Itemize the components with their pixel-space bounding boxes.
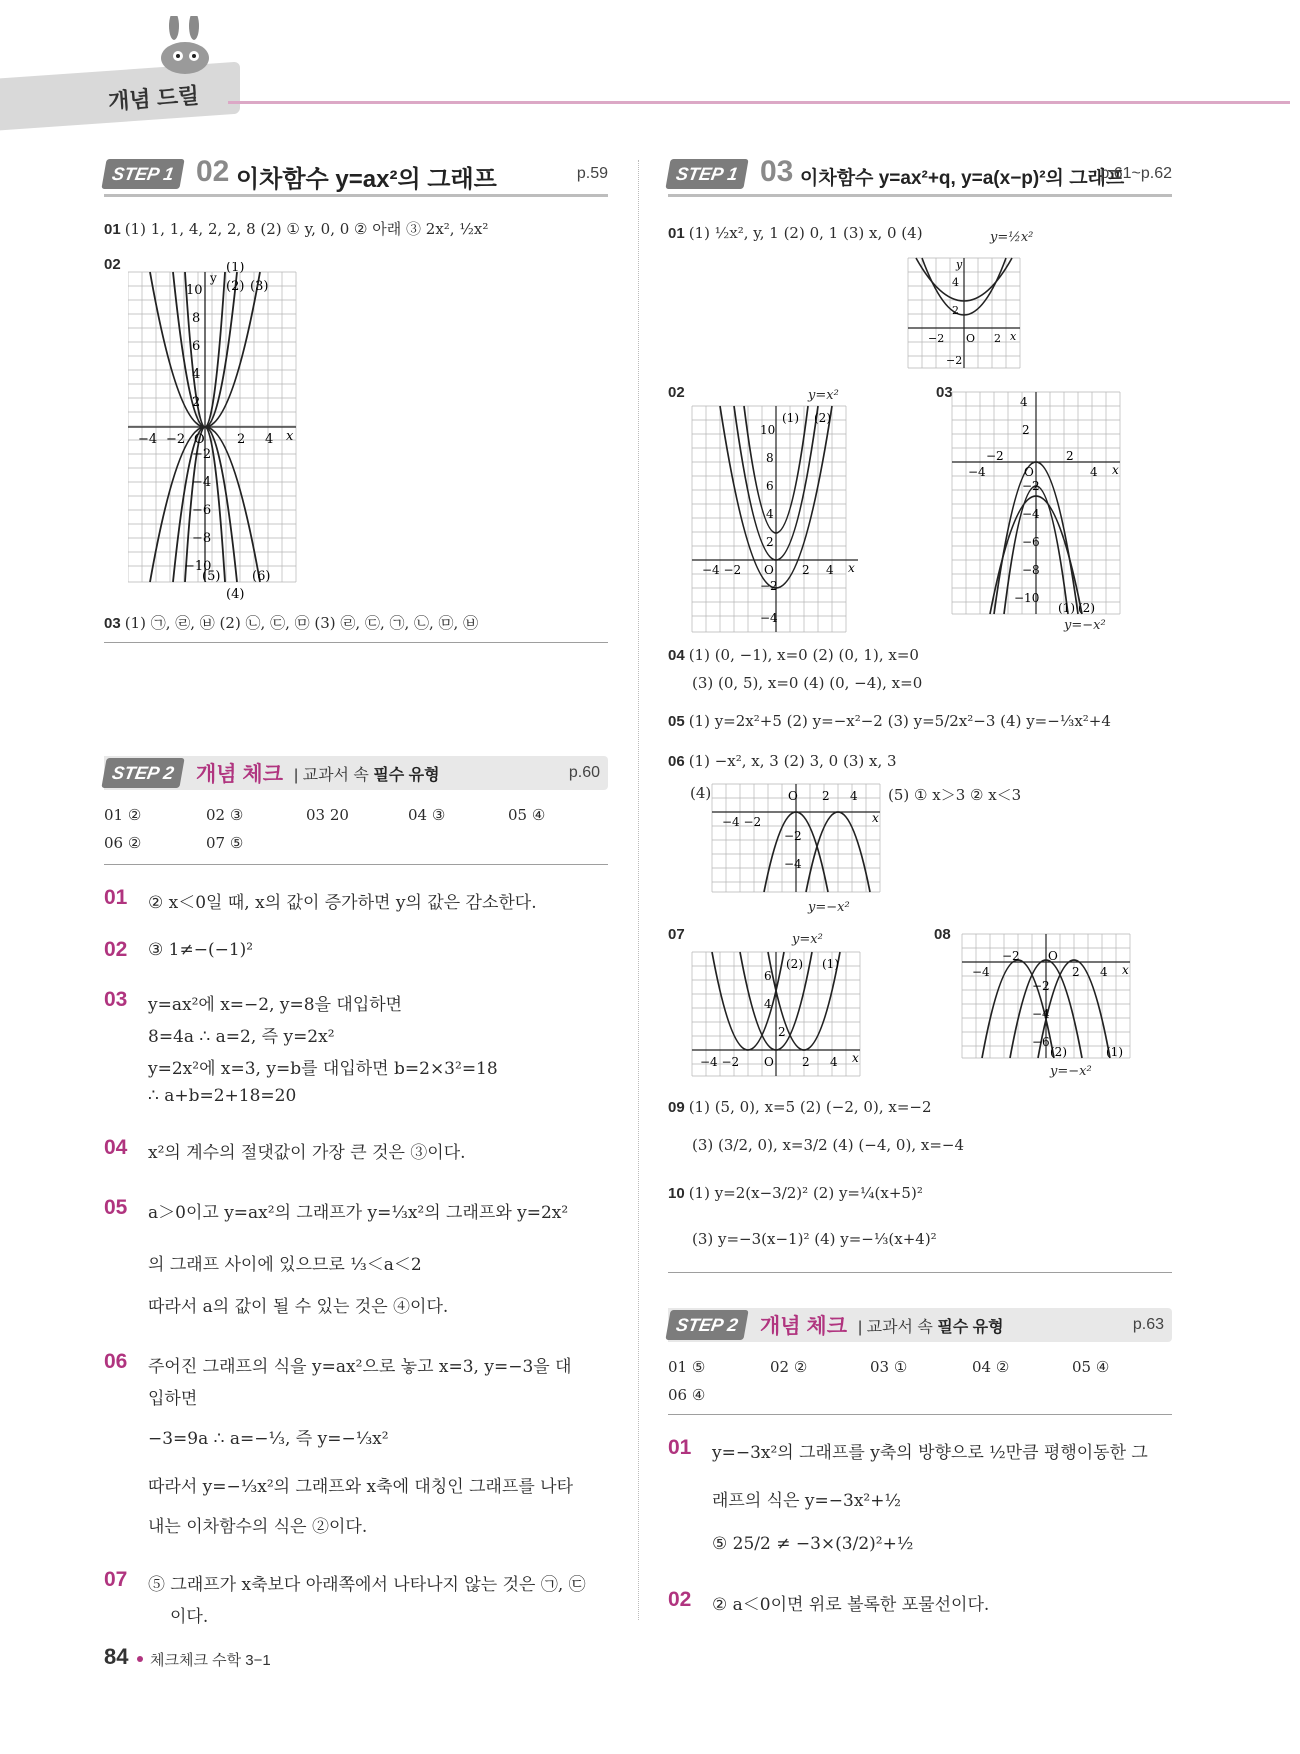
answer-09: 09 (1) (5, 0), x=5 (2) (−2, 0), x=−2 bbox=[668, 1098, 932, 1116]
curve-label: y=−x² bbox=[1064, 618, 1106, 633]
answer-08-label: 08 bbox=[934, 926, 951, 943]
page-ref: p.61~p.62 bbox=[1100, 165, 1172, 182]
step1-right-header bbox=[668, 155, 1172, 197]
svg-text:6: 6 bbox=[764, 969, 772, 983]
svg-text:−8: −8 bbox=[1022, 563, 1040, 577]
svg-text:−10: −10 bbox=[1014, 591, 1040, 605]
answer-03: 03 (1) ㉠, ㉣, ㉥ (2) ㉡, ㉢, ㉤ (3) ㉣, ㉢, ㉠, ㉡, ㉤, ㉥ bbox=[104, 614, 479, 632]
solution-number: 03 bbox=[104, 988, 128, 1011]
solution-line: x²의 계수의 절댓값이 가장 큰 것은 ③이다. bbox=[148, 1143, 466, 1163]
answer-05: 05 (1) y=2x²+5 (2) y=−x²−2 (3) y=5/2x²−3 (4) y=−⅓x²+4 bbox=[668, 712, 1111, 730]
answer-01: 01 (1) 1, 1, 4, 2, 2, 8 (2) ① y, 0, 0 ② 아래 ③ 2x², ½x² bbox=[104, 220, 489, 238]
svg-text:−4: −4 bbox=[760, 611, 778, 625]
svg-text:10: 10 bbox=[760, 423, 776, 437]
tick-y-neg6: −6 bbox=[192, 503, 212, 518]
step2-left-header bbox=[104, 756, 608, 790]
step-badge: STEP 2 bbox=[101, 758, 184, 788]
section-title: 이차함수 y=ax²의 그래프 bbox=[236, 166, 497, 193]
svg-text:2: 2 bbox=[778, 1025, 786, 1039]
graph-08-right bbox=[960, 932, 1134, 1060]
solution-line: −3=9a ∴ a=−⅓, 즉 y=−⅓x² bbox=[148, 1429, 389, 1449]
tick-x-neg2: −2 bbox=[166, 432, 186, 447]
step-badge: STEP 1 bbox=[665, 159, 748, 189]
section-number: 03 bbox=[760, 155, 794, 188]
svg-text:(1): (1) bbox=[1106, 1045, 1123, 1059]
quick-answer: 02 ② bbox=[770, 1358, 808, 1376]
curve-label-3: (3) bbox=[250, 279, 269, 294]
solution-line: 따라서 a의 값이 될 수 있는 것은 ④이다. bbox=[148, 1297, 449, 1317]
quick-answer: 05 ④ bbox=[1072, 1358, 1110, 1376]
tick-x-neg4: −4 bbox=[138, 432, 158, 447]
svg-text:(2): (2) bbox=[1078, 601, 1095, 615]
solution-line: y=2x²에 x=3, y=b를 대입하면 b=2×3²=18 bbox=[148, 1059, 498, 1079]
solution-line: 8=4a ∴ a=2, 즉 y=2x² bbox=[148, 1027, 335, 1047]
answer-04-cont: (3) (0, 5), x=0 (4) (0, −4), x=0 bbox=[692, 674, 923, 692]
svg-text:(2): (2) bbox=[1050, 1045, 1067, 1059]
axis-label-y: y bbox=[210, 271, 217, 285]
curve-label: y=−x² bbox=[808, 900, 850, 915]
svg-text:−6: −6 bbox=[1032, 1035, 1050, 1049]
solution-line: 따라서 y=−⅓x²의 그래프와 x축에 대칭인 그래프를 나타 bbox=[148, 1477, 573, 1497]
curve-label: y=−x² bbox=[1050, 1064, 1092, 1079]
solution-line: y=ax²에 x=−2, y=8을 대입하면 bbox=[148, 995, 403, 1015]
tick-x-2: 2 bbox=[237, 432, 246, 447]
svg-text:4: 4 bbox=[1100, 965, 1108, 979]
solution-number: 05 bbox=[104, 1196, 128, 1219]
graph-02-right bbox=[690, 404, 860, 636]
solution-line: 주어진 그래프의 식을 y=ax²으로 놓고 x=3, y=−3을 대 bbox=[148, 1357, 572, 1377]
svg-text:4: 4 bbox=[850, 789, 858, 803]
column-separator bbox=[638, 160, 639, 1620]
section-subtitle: | 교과서 속 필수 유형 bbox=[294, 767, 440, 784]
quick-answer: 04 ③ bbox=[408, 806, 446, 824]
answer-04: 04 (1) (0, −1), x=0 (2) (0, 1), x=0 bbox=[668, 646, 919, 664]
svg-text:2: 2 bbox=[952, 304, 959, 317]
tick-y-neg4: −4 bbox=[192, 475, 212, 490]
quick-answer: 05 ④ bbox=[508, 806, 546, 824]
answer-02-label: 02 bbox=[104, 256, 121, 273]
quick-answer: 04 ② bbox=[972, 1358, 1010, 1376]
solution-line: y=−3x²의 그래프를 y축의 방향으로 ½만큼 평행이동한 그 bbox=[712, 1443, 1148, 1463]
svg-text:−2: −2 bbox=[928, 332, 945, 345]
quick-answer: 03 ① bbox=[870, 1358, 908, 1376]
svg-text:−4 −2: −4 −2 bbox=[702, 563, 742, 577]
svg-text:−4 −2: −4 −2 bbox=[700, 1055, 740, 1069]
svg-text:−2: −2 bbox=[986, 449, 1004, 463]
answer-01: 01 (1) ½x², y, 1 (2) 0, 1 (3) x, 0 (4) bbox=[668, 224, 923, 242]
svg-text:8: 8 bbox=[766, 451, 774, 465]
curve-label: y=½x² bbox=[990, 230, 1034, 245]
svg-text:(1): (1) bbox=[822, 957, 839, 971]
answer-10-cont: (3) y=−3(x−1)² (4) y=−⅓(x+4)² bbox=[692, 1230, 937, 1248]
tick-x-4: 4 bbox=[265, 432, 274, 447]
curve-label-5: (5) bbox=[202, 569, 221, 584]
solution-line: ③ 1≠−(−1)² bbox=[148, 940, 254, 960]
solution-line: 내는 이차함수의 식은 ②이다. bbox=[148, 1517, 368, 1537]
svg-text:O: O bbox=[788, 789, 798, 803]
svg-text:4: 4 bbox=[952, 276, 959, 289]
tick-y-2: 2 bbox=[192, 395, 201, 410]
svg-text:O: O bbox=[764, 1055, 774, 1069]
solution-line: 래프의 식은 y=−3x²+½ bbox=[712, 1491, 901, 1511]
curve-label-2: (2) bbox=[226, 279, 245, 294]
svg-text:x: x bbox=[872, 811, 879, 825]
graph-06-right bbox=[710, 782, 884, 894]
divider bbox=[104, 864, 608, 865]
svg-text:x: x bbox=[1122, 963, 1129, 977]
quick-answer: 01 ⑤ bbox=[668, 1358, 706, 1376]
curve-label-6: (6) bbox=[252, 569, 271, 584]
svg-text:−2: −2 bbox=[784, 829, 802, 843]
answer-03-label: 03 bbox=[936, 384, 953, 401]
svg-text:−2: −2 bbox=[1032, 979, 1050, 993]
graph-07-right bbox=[690, 950, 864, 1078]
svg-text:(2): (2) bbox=[814, 411, 831, 425]
answer-06-5: (5) ① x＞3 ② x＜3 bbox=[888, 786, 1022, 804]
svg-text:(2): (2) bbox=[786, 957, 803, 971]
quick-answer: 07 ⑤ bbox=[206, 834, 244, 852]
svg-text:−2: −2 bbox=[760, 579, 778, 593]
svg-text:4: 4 bbox=[826, 563, 834, 577]
header-label: 개념 드릴 bbox=[107, 82, 200, 115]
solution-number: 07 bbox=[104, 1568, 128, 1591]
curve-label-4: (4) bbox=[226, 587, 245, 602]
svg-text:x: x bbox=[1112, 463, 1119, 477]
quick-answer: 06 ④ bbox=[668, 1386, 706, 1404]
svg-text:−2: −2 bbox=[1022, 479, 1040, 493]
answer-06: 06 (1) −x², x, 3 (2) 3, 0 (3) x, 3 bbox=[668, 752, 897, 770]
svg-text:y: y bbox=[956, 258, 963, 271]
svg-text:−4: −4 bbox=[968, 465, 986, 479]
graph-02-left bbox=[128, 262, 298, 604]
svg-text:(1): (1) bbox=[782, 411, 799, 425]
svg-text:2: 2 bbox=[1066, 449, 1074, 463]
quick-answer: 01 ② bbox=[104, 806, 142, 824]
tick-y-4: 4 bbox=[192, 367, 201, 382]
answer-07-label: 07 bbox=[668, 926, 685, 943]
axis-label-x: x bbox=[286, 429, 294, 444]
step-badge: STEP 1 bbox=[101, 159, 184, 189]
svg-text:2: 2 bbox=[1072, 965, 1080, 979]
svg-text:−4: −4 bbox=[972, 965, 990, 979]
svg-text:4: 4 bbox=[764, 997, 772, 1011]
svg-text:2: 2 bbox=[802, 1055, 810, 1069]
rabbit-mascot-icon bbox=[150, 16, 220, 76]
svg-text:4: 4 bbox=[1020, 395, 1028, 409]
solution-number: 02 bbox=[668, 1588, 692, 1611]
svg-text:4: 4 bbox=[766, 507, 774, 521]
svg-text:4: 4 bbox=[1090, 465, 1098, 479]
solution-line: ⑤ 25/2 ≠ −3×(3/2)²+½ bbox=[712, 1534, 914, 1554]
step2-right-header bbox=[668, 1308, 1172, 1342]
svg-text:−4 −2: −4 −2 bbox=[722, 815, 762, 829]
svg-text:−4: −4 bbox=[1022, 507, 1040, 521]
answer-06-4: (4) bbox=[690, 784, 712, 802]
header-divider bbox=[228, 101, 1290, 104]
svg-text:2: 2 bbox=[822, 789, 830, 803]
footer-bullet bbox=[137, 1656, 143, 1662]
solution-line: 이다. bbox=[170, 1607, 209, 1627]
solution-line: 의 그래프 사이에 있으므로 ⅓＜a＜2 bbox=[148, 1255, 422, 1275]
svg-text:2: 2 bbox=[1022, 423, 1030, 437]
svg-text:x: x bbox=[848, 561, 855, 575]
quick-answer: 02 ③ bbox=[206, 806, 244, 824]
graph-03-right bbox=[950, 390, 1124, 616]
book-title: 체크체크 수학 3−1 bbox=[150, 1652, 271, 1669]
page-number: 84 bbox=[104, 1644, 129, 1669]
solution-line: 입하면 bbox=[148, 1389, 198, 1409]
answer-10: 10 (1) y=2(x−3/2)² (2) y=¼(x+5)² bbox=[668, 1184, 923, 1202]
step-badge: STEP 2 bbox=[665, 1310, 748, 1340]
svg-text:−4: −4 bbox=[1032, 1007, 1050, 1021]
section-title: 개념 체크 bbox=[196, 763, 283, 786]
svg-text:−6: −6 bbox=[1022, 535, 1040, 549]
divider bbox=[104, 642, 608, 643]
svg-text:O: O bbox=[764, 563, 774, 577]
tick-y-6: 6 bbox=[192, 339, 201, 354]
section-subtitle: | 교과서 속 필수 유형 bbox=[858, 1319, 1004, 1336]
origin-label: O bbox=[194, 432, 205, 447]
svg-text:x: x bbox=[1010, 330, 1017, 343]
svg-text:−2: −2 bbox=[946, 354, 963, 367]
svg-text:(1): (1) bbox=[1058, 601, 1075, 615]
solution-line: ② a＜0이면 위로 볼록한 포물선이다. bbox=[712, 1595, 990, 1615]
divider bbox=[668, 1414, 1172, 1415]
tick-y-neg2: −2 bbox=[192, 447, 212, 462]
page-ref: p.63 bbox=[1132, 1316, 1164, 1333]
svg-text:O: O bbox=[966, 332, 976, 345]
section-number: 02 bbox=[196, 155, 230, 188]
section-title: 이차함수 y=ax²+q, y=a(x−p)²의 그래프 bbox=[800, 168, 1125, 189]
svg-text:2: 2 bbox=[802, 563, 810, 577]
solution-number: 06 bbox=[104, 1350, 128, 1373]
section-title: 개념 체크 bbox=[760, 1315, 847, 1338]
svg-text:4: 4 bbox=[830, 1055, 838, 1069]
solution-number: 01 bbox=[668, 1436, 692, 1459]
svg-text:x: x bbox=[852, 1051, 859, 1065]
tick-y-neg10: −10 bbox=[184, 559, 212, 574]
svg-text:O: O bbox=[1024, 465, 1034, 479]
quick-answer: 06 ② bbox=[104, 834, 142, 852]
svg-text:−2: −2 bbox=[1002, 949, 1020, 963]
tick-y-neg8: −8 bbox=[192, 531, 212, 546]
answer-02-label: 02 bbox=[668, 384, 685, 401]
solution-number: 02 bbox=[104, 938, 128, 961]
tick-y-10: 10 bbox=[186, 283, 203, 298]
answer-09-cont: (3) (3/2, 0), x=3/2 (4) (−4, 0), x=−4 bbox=[692, 1136, 964, 1154]
graph-01-right bbox=[906, 256, 1024, 374]
svg-text:−4: −4 bbox=[784, 857, 802, 871]
solution-line: a＞0이고 y=ax²의 그래프가 y=⅓x²의 그래프와 y=2x² bbox=[148, 1203, 569, 1223]
solution-line: ∴ a+b=2+18=20 bbox=[148, 1086, 297, 1106]
solution-line: ⑤ 그래프가 x축보다 아래쪽에서 나타나지 않는 것은 ㉠, ㉢ bbox=[148, 1575, 586, 1595]
solution-line: ② x＜0일 때, x의 값이 증가하면 y의 값은 감소한다. bbox=[148, 893, 537, 913]
svg-text:2: 2 bbox=[766, 535, 774, 549]
curve-label: y=x² bbox=[808, 388, 839, 403]
page-ref: p.60 bbox=[568, 764, 600, 781]
page-ref: p.59 bbox=[576, 165, 608, 182]
curve-label-1: (1) bbox=[226, 262, 245, 275]
svg-text:O: O bbox=[1048, 949, 1058, 963]
quick-answer: 03 20 bbox=[306, 806, 349, 824]
svg-text:6: 6 bbox=[766, 479, 774, 493]
svg-text:2: 2 bbox=[994, 332, 1001, 345]
step1-left-header bbox=[104, 155, 608, 197]
solution-number: 01 bbox=[104, 886, 128, 909]
tick-y-8: 8 bbox=[192, 311, 201, 326]
curve-label: y=x² bbox=[792, 932, 823, 947]
solution-number: 04 bbox=[104, 1136, 128, 1159]
divider bbox=[668, 1272, 1172, 1273]
